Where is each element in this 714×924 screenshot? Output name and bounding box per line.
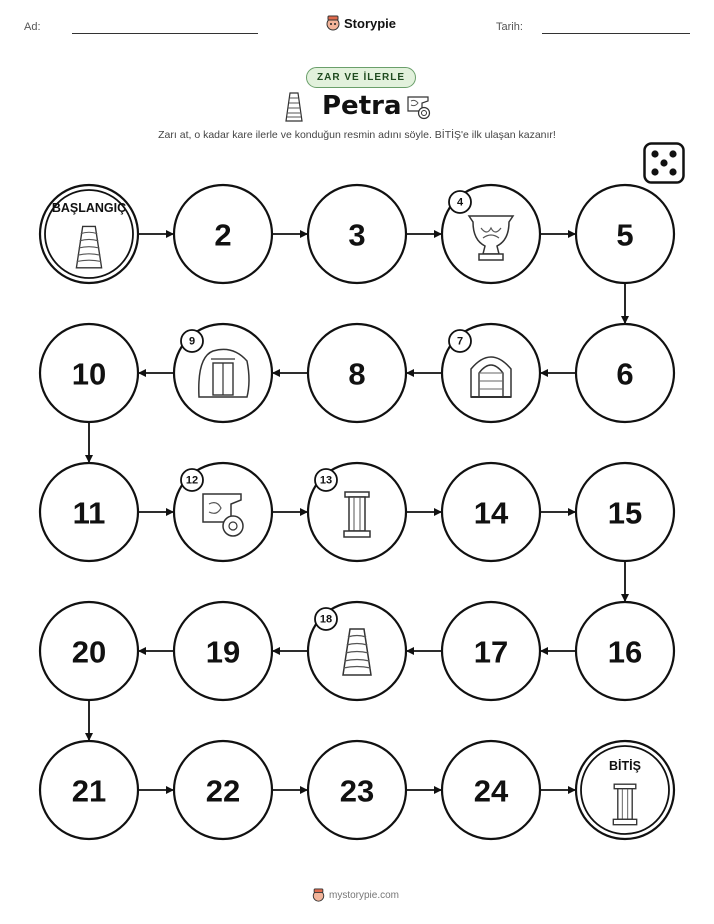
- footer-url: mystorypie.com: [329, 889, 400, 901]
- cell-badge-number: 18: [319, 613, 333, 626]
- game-type-badge: ZAR VE İLERLE: [306, 67, 416, 88]
- cell-number: 23: [339, 773, 375, 809]
- start-cell: [40, 185, 138, 283]
- board-cell: [442, 185, 540, 283]
- cell-badge-number: 9: [188, 335, 196, 348]
- cell-badge-number: 4: [456, 196, 464, 209]
- cell-badge-number: 7: [456, 335, 464, 348]
- tomb-door-icon: [199, 349, 249, 397]
- board-cell: [174, 602, 272, 700]
- cell-number: 20: [71, 634, 107, 670]
- cell-number: 19: [205, 634, 241, 670]
- board-cell: [308, 463, 406, 561]
- board-cell: [174, 324, 272, 422]
- cell-label: BİTİŞ: [609, 759, 641, 773]
- board-cell: [442, 602, 540, 700]
- cell-number: 10: [71, 356, 107, 392]
- board-cell: [576, 602, 674, 700]
- cell-number: 16: [607, 634, 643, 670]
- cell-number: 8: [348, 356, 366, 392]
- board-cell: [576, 463, 674, 561]
- cell-number: 21: [71, 773, 107, 809]
- board-cell: [308, 602, 406, 700]
- board-cell: [40, 741, 138, 839]
- cell-number: 2: [214, 217, 232, 253]
- cell-number: 24: [473, 773, 509, 809]
- cell-label: BAŞLANGIÇ: [51, 201, 127, 215]
- board-cell: [442, 463, 540, 561]
- cell-number: 22: [205, 773, 241, 809]
- board-cell: [174, 741, 272, 839]
- well-icon: [471, 357, 511, 397]
- cell-number: 3: [348, 217, 366, 253]
- cell-number: 17: [473, 634, 509, 670]
- finish-cell: [576, 741, 674, 839]
- cell-number: 15: [607, 495, 643, 531]
- board-cell: [576, 324, 674, 422]
- footer: [312, 888, 399, 902]
- storypie-mascot-icon: [312, 888, 325, 902]
- date-label: Tarih:: [496, 21, 523, 33]
- board-cell: [174, 463, 272, 561]
- instructions: Zarı at, o kadar kare ilerle ve konduğun resmin adını söyle. BİTİŞ'e ilk ulaşan kazanır!: [158, 129, 556, 141]
- cell-number: 5: [616, 217, 634, 253]
- name-label: Ad:: [24, 21, 41, 33]
- cell-number: 6: [616, 356, 634, 392]
- board-cell: [308, 741, 406, 839]
- board-cell: [40, 602, 138, 700]
- page-title: Petra: [322, 91, 402, 121]
- board-cell: [442, 741, 540, 839]
- cell-number: 14: [473, 495, 509, 531]
- board-cell: [576, 185, 674, 283]
- board-cell: [308, 324, 406, 422]
- board-cell: [40, 324, 138, 422]
- board-cell: [442, 324, 540, 422]
- board-cell: [40, 463, 138, 561]
- brand-name: Storypie: [344, 15, 397, 31]
- cell-badge-number: 13: [319, 474, 333, 487]
- board-cell: [308, 185, 406, 283]
- board-cell: [174, 185, 272, 283]
- cell-badge-number: 12: [185, 474, 199, 487]
- cell-number: 11: [72, 495, 106, 531]
